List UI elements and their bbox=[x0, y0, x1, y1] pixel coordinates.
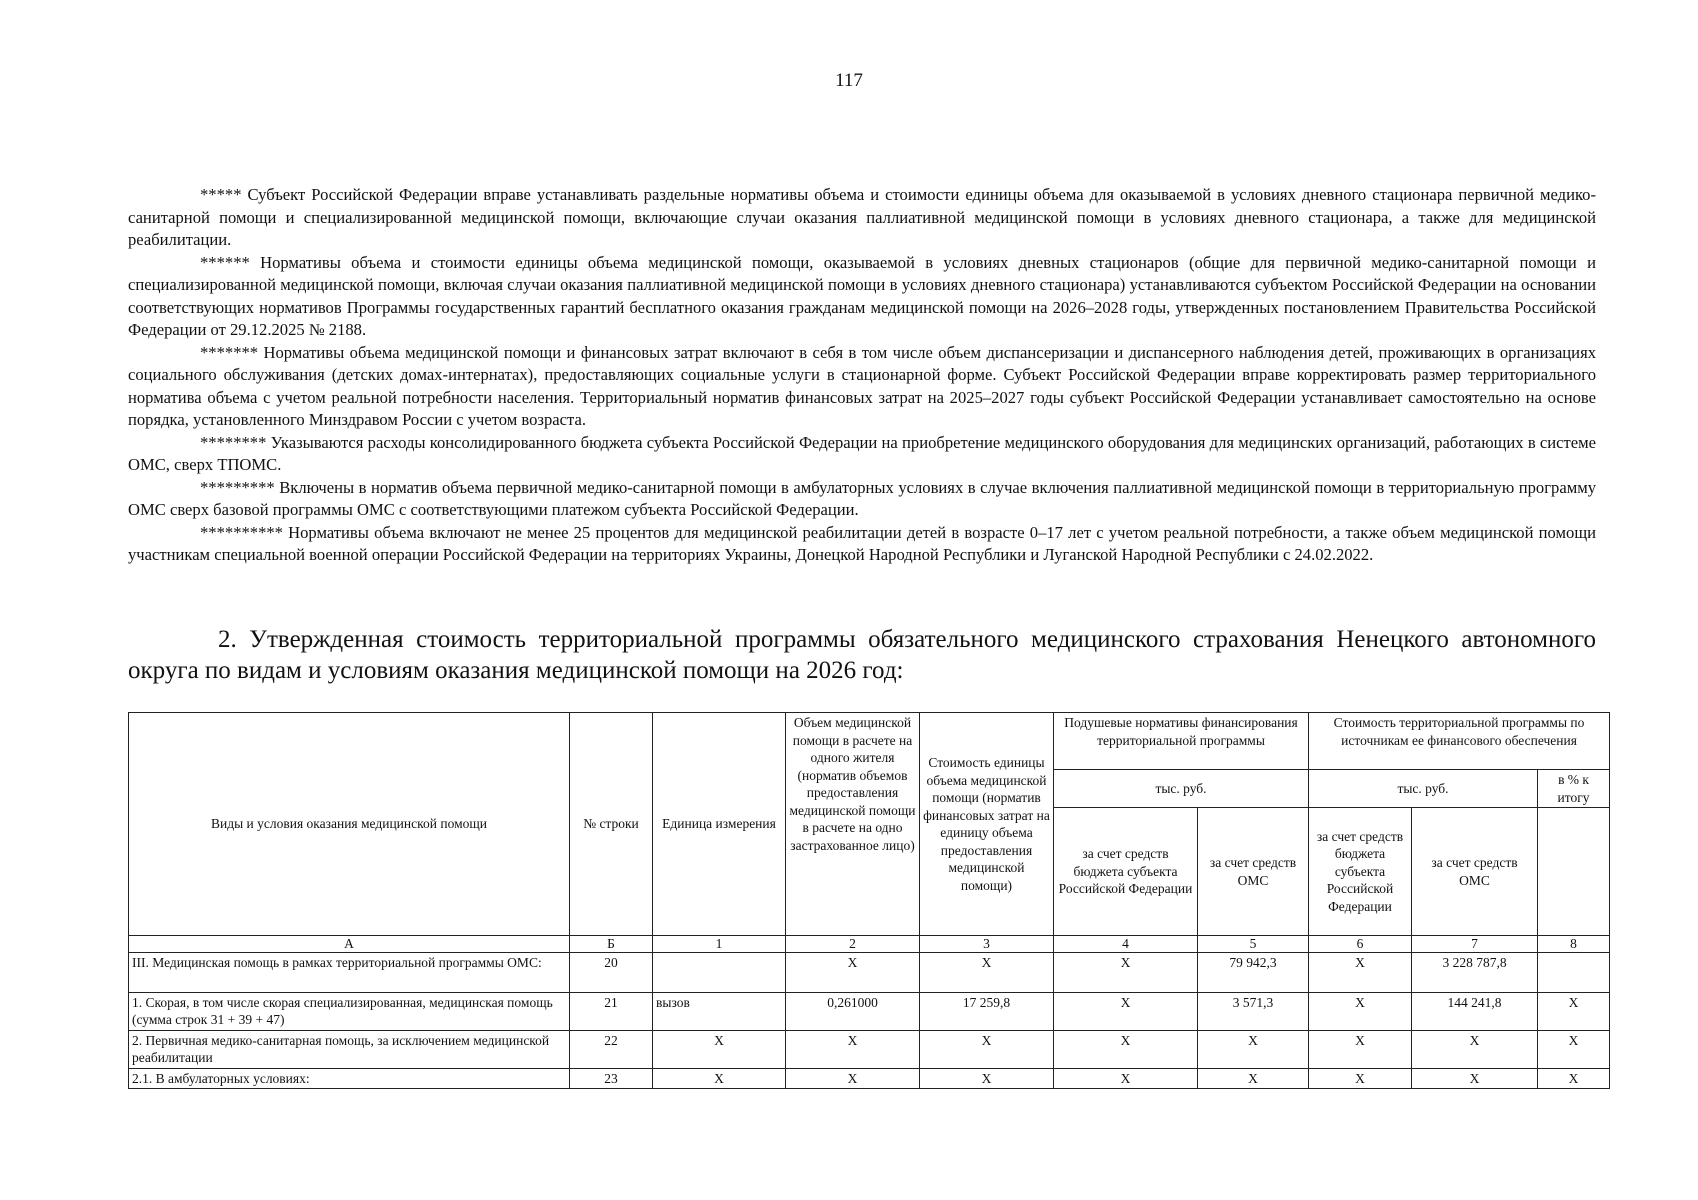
row-program-oms: Х bbox=[1412, 1031, 1538, 1069]
row-per-capita-budget: Х bbox=[1054, 993, 1198, 1031]
table-row bbox=[129, 1031, 1610, 1069]
row-per-capita-budget: Х bbox=[1054, 1069, 1198, 1089]
header-program-cost: Стоимость территориальной программы по источникам ее финансового обеспечения bbox=[1309, 713, 1610, 770]
header-row-number: № строки bbox=[570, 713, 653, 936]
row-unit-cost: Х bbox=[920, 953, 1054, 993]
row-unit-cost: 17 259,8 bbox=[920, 993, 1054, 1031]
header-unit: Единица измерения bbox=[653, 713, 786, 936]
row-percent: Х bbox=[1538, 993, 1610, 1031]
row-unit: Х bbox=[653, 1031, 786, 1069]
row-per-capita-budget: Х bbox=[1054, 1031, 1198, 1069]
row-program-oms: 3 228 787,8 bbox=[1412, 953, 1538, 993]
footnotes bbox=[128, 184, 1596, 567]
column-index: 4 bbox=[1054, 936, 1198, 953]
row-unit: вызов bbox=[653, 993, 786, 1031]
column-index: А bbox=[129, 936, 570, 953]
footnote-6: ****** Нормативы объема и стоимости единицы объема медицинской помощи, оказываемой в условиях дневных стационаров (общие для первичной медико-санитарной помощи и специализированной медицинской помощи, включая случаи оказания паллиативной медицинской помощи в условиях дневного стационара) устанавливаются субъектом Российской Федерации на основании соответствующих нормативов Программы государственных гарантий бесплатного оказания гражданам медицинской помощи на 2026–2028 годы, утвержденных постановлением Правительства Российской Федерации от 29.12.2025 № 2188. bbox=[128, 252, 1596, 339]
header-unit-cost: Стоимость единицы объема медицинской помощи (норматив финансовых затрат на единицу объема предоставления медицинской помощи) bbox=[920, 713, 1054, 936]
header-program-cost-unit: тыс. руб. bbox=[1309, 770, 1538, 808]
header-program-cost-percent: в % к итогу bbox=[1538, 770, 1610, 808]
header-kinds: Виды и условия оказания медицинской помощи bbox=[129, 713, 570, 936]
page-number: 117 bbox=[835, 70, 863, 91]
row-per-capita-oms: Х bbox=[1198, 1031, 1309, 1069]
table-row bbox=[129, 993, 1610, 1031]
section-title: 2. Утвержденная стоимость территориальной программы обязательного медицинского страхования Ненецкого автономного округа по видам и условиям оказания медицинской помощи на 2026 год: bbox=[128, 626, 1596, 684]
row-per-capita-oms: 79 942,3 bbox=[1198, 953, 1309, 993]
table-row bbox=[129, 953, 1610, 993]
footnote-5: ***** Субъект Российской Федерации вправе устанавливать раздельные нормативы объема и стоимости единицы объема для оказываемой в условиях дневного стационара первичной медико-санитарной помощи и специализированной медицинской помощи, включающие случаи оказания паллиативной медицинской помощи в условиях дневного стационара, а также для медицинской реабилитации. bbox=[128, 185, 1596, 249]
column-index: 2 bbox=[786, 936, 920, 953]
header-per-capita-unit: тыс. руб. bbox=[1054, 770, 1309, 808]
header-program-cost-percent-empty bbox=[1538, 808, 1610, 936]
column-index: 6 bbox=[1309, 936, 1412, 953]
row-name: 2.1. В амбулаторных условиях: bbox=[129, 1069, 570, 1089]
column-index: Б bbox=[570, 936, 653, 953]
row-number: 23 bbox=[570, 1069, 653, 1089]
cost-table bbox=[128, 712, 1610, 1089]
row-unit bbox=[653, 953, 786, 993]
column-index: 3 bbox=[920, 936, 1054, 953]
column-index: 1 bbox=[653, 936, 786, 953]
row-volume: Х bbox=[786, 1031, 920, 1069]
row-volume: 0,261000 bbox=[786, 993, 920, 1031]
column-index: 7 bbox=[1412, 936, 1538, 953]
row-program-oms: Х bbox=[1412, 1069, 1538, 1089]
column-index: 8 bbox=[1538, 936, 1610, 953]
row-percent: Х bbox=[1538, 1031, 1610, 1069]
row-number: 20 bbox=[570, 953, 653, 993]
row-program-budget: Х bbox=[1309, 993, 1412, 1031]
table-row bbox=[129, 1069, 1610, 1089]
row-program-budget: Х bbox=[1309, 1031, 1412, 1069]
footnote-10: ********** Нормативы объема включают не менее 25 процентов для медицинской реабилитации детей в возрасте 0–17 лет с учетом реальной потребности, а также объем медицинской помощи участникам специальной военной операции Российской Федерации на территориях Украины, Донецкой Народной Республики и Луганской Народной Республики с 24.02.2022. bbox=[128, 522, 1596, 564]
footnote-7: ******* Нормативы объема медицинской помощи и финансовых затрат включают в себя в том числе объем диспансеризации и диспансерного наблюдения детей, проживающих в организациях социального обслуживания (детских домах-интернатах), предоставляющих социальные услуги в стационарной форме. Субъект Российской Федерации вправе корректировать размер территориального норматива объема с учетом реальной потребности населения. Территориальный норматив финансовых затрат на 2025–2027 годы субъект Российской Федерации устанавливает самостоятельно на основе порядка, установленного Минздравом России с учетом возраста. bbox=[128, 342, 1596, 429]
footnote-8: ******** Указываются расходы консолидированного бюджета субъекта Российской Федерации на приобретение медицинского оборудования для медицинских организаций, работающих в системе ОМС, сверх ТПОМС. bbox=[128, 432, 1596, 474]
row-volume: Х bbox=[786, 1069, 920, 1089]
header-per-capita: Подушевые нормативы финансирования территориальной программы bbox=[1054, 713, 1309, 770]
row-number: 22 bbox=[570, 1031, 653, 1069]
row-name: 2. Первичная медико-санитарная помощь, за исключением медицинской реабилитации bbox=[129, 1031, 570, 1069]
header-program-cost-oms: за счет средств ОМС bbox=[1412, 808, 1538, 936]
header-volume: Объем медицинской помощи в расчете на одного жителя (норматив объемов предоставления медицинской помощи в расчете на одно застрахованное лицо) bbox=[786, 713, 920, 936]
footnote-9: ********* Включены в норматив объема первичной медико-санитарной помощи в амбулаторных условиях в случае включения паллиативной медицинской помощи в территориальную программу ОМС сверх базовой программы ОМС с соответствующими платежом субъекта Российской Федерации. bbox=[128, 477, 1596, 519]
row-unit: Х bbox=[653, 1069, 786, 1089]
row-volume: Х bbox=[786, 953, 920, 993]
row-program-oms: 144 241,8 bbox=[1412, 993, 1538, 1031]
row-percent: Х bbox=[1538, 1069, 1610, 1089]
row-name: III. Медицинская помощь в рамках территориальной программы ОМС: bbox=[129, 953, 570, 993]
row-unit-cost: Х bbox=[920, 1031, 1054, 1069]
row-per-capita-budget: Х bbox=[1054, 953, 1198, 993]
row-program-budget: Х bbox=[1309, 953, 1412, 993]
header-per-capita-budget: за счет средств бюджета субъекта Российской Федерации bbox=[1054, 808, 1198, 936]
row-per-capita-oms: Х bbox=[1198, 1069, 1309, 1089]
row-percent bbox=[1538, 953, 1610, 993]
header-program-cost-budget: за счет средств бюджета субъекта Российской Федерации bbox=[1309, 808, 1412, 936]
column-index: 5 bbox=[1198, 936, 1309, 953]
column-index-row bbox=[129, 936, 1610, 953]
row-per-capita-oms: 3 571,3 bbox=[1198, 993, 1309, 1031]
row-program-budget: Х bbox=[1309, 1069, 1412, 1089]
row-unit-cost: Х bbox=[920, 1069, 1054, 1089]
header-per-capita-oms: за счет средств ОМС bbox=[1198, 808, 1309, 936]
row-name: 1. Скорая, в том числе скорая специализированная, медицинская помощь (сумма строк 31 + 39 + 47) bbox=[129, 993, 570, 1031]
row-number: 21 bbox=[570, 993, 653, 1031]
